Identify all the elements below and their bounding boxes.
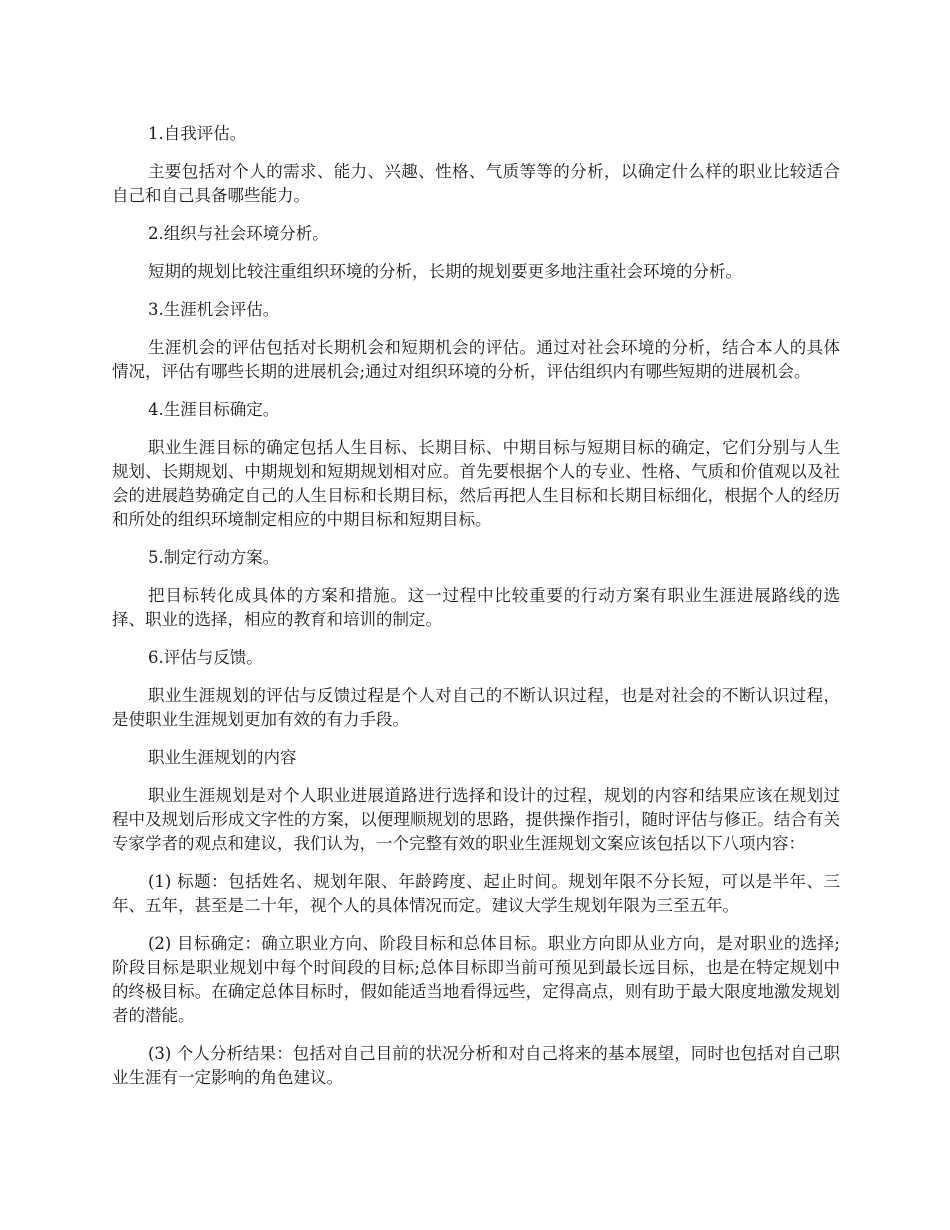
list-item-goal: (2) 目标确定：确立职业方向、阶段目标和总体目标。职业方向即从业方向，是对职业的选择;阶段目标是职业规划中每个时间段的目标;总体目标即当前可预见到最长远目标，也是在特定规划中的终极目标。在确定总体目标时，假如能适当地看得远些，定得高点，则有助于最大限度地激发规划者的潜能。 xyxy=(112,934,840,1025)
document-page xyxy=(112,122,840,1104)
paragraph-environment-analysis: 短期的规划比较注重组织环境的分析，长期的规划要更多地注重社会环境的分析。 xyxy=(148,262,742,281)
heading-career-goal: 4.生涯目标确定。 xyxy=(148,400,280,419)
paragraph-career-opportunity: 生涯机会的评估包括对长期机会和短期机会的评估。通过对社会环境的分析，结合本人的具体情况，评估有哪些长期的进展机会;通过对组织环境的分析，评估组织内有哪些短期的进展机会。 xyxy=(112,338,840,381)
paragraph-career-goal: 职业生涯目标的确定包括人生目标、长期目标、中期目标与短期目标的确定，它们分别与人生规划、长期规划、中期规划和短期规划相对应。首先要根据个人的专业、性格、气质和价值观以及社会的进展趋势确定自己的人生目标和长期目标，然后再把人生目标和长期目标细化，根据个人的经历和所处的组织环境制定相应的中期目标和短期目标。 xyxy=(112,438,840,529)
list-item-personal-analysis: (3) 个人分析结果：包括对自己目前的状况分析和对自己将来的基本展望，同时也包括对自己职业生涯有一定影响的角色建议。 xyxy=(112,1044,840,1087)
paragraph-evaluation-feedback: 职业生涯规划的评估与反馈过程是个人对自己的不断认识过程，也是对社会的不断认识过程，是使职业生涯规划更加有效的有力手段。 xyxy=(112,686,840,729)
heading-self-assessment: 1.自我评估。 xyxy=(148,124,247,143)
heading-career-opportunity: 3.生涯机会评估。 xyxy=(148,300,280,319)
heading-plan-content: 职业生涯规划的内容 xyxy=(148,748,297,767)
list-item-title: (1) 标题：包括姓名、规划年限、年龄跨度、起止时间。规划年限不分长短，可以是半年、三年、五年，甚至是二十年，视个人的具体情况而定。建议大学生规划年限为三至五年。 xyxy=(112,872,840,915)
heading-action-plan: 5.制定行动方案。 xyxy=(148,548,280,567)
paragraph-action-plan: 把目标转化成具体的方案和措施。这一过程中比较重要的行动方案有职业生涯进展路线的选择、职业的选择，相应的教育和培训的制定。 xyxy=(112,586,840,629)
paragraph-plan-content: 职业生涯规划是对个人职业进展道路进行选择和设计的过程，规划的内容和结果应该在规划过程中及规划后形成文字性的方案，以便理顺规划的思路，提供操作指引，随时评估与修正。结合有关专家学者的观点和建议，我们认为，一个完整有效的职业生涯规划文案应该包括以下八项内容： xyxy=(112,786,840,853)
paragraph-self-assessment: 主要包括对个人的需求、能力、兴趣、性格、气质等等的分析，以确定什么样的职业比较适合自己和自己具备哪些能力。 xyxy=(112,162,840,205)
heading-evaluation-feedback: 6.评估与反馈。 xyxy=(148,648,263,667)
heading-environment-analysis: 2.组织与社会环境分析。 xyxy=(148,224,329,243)
